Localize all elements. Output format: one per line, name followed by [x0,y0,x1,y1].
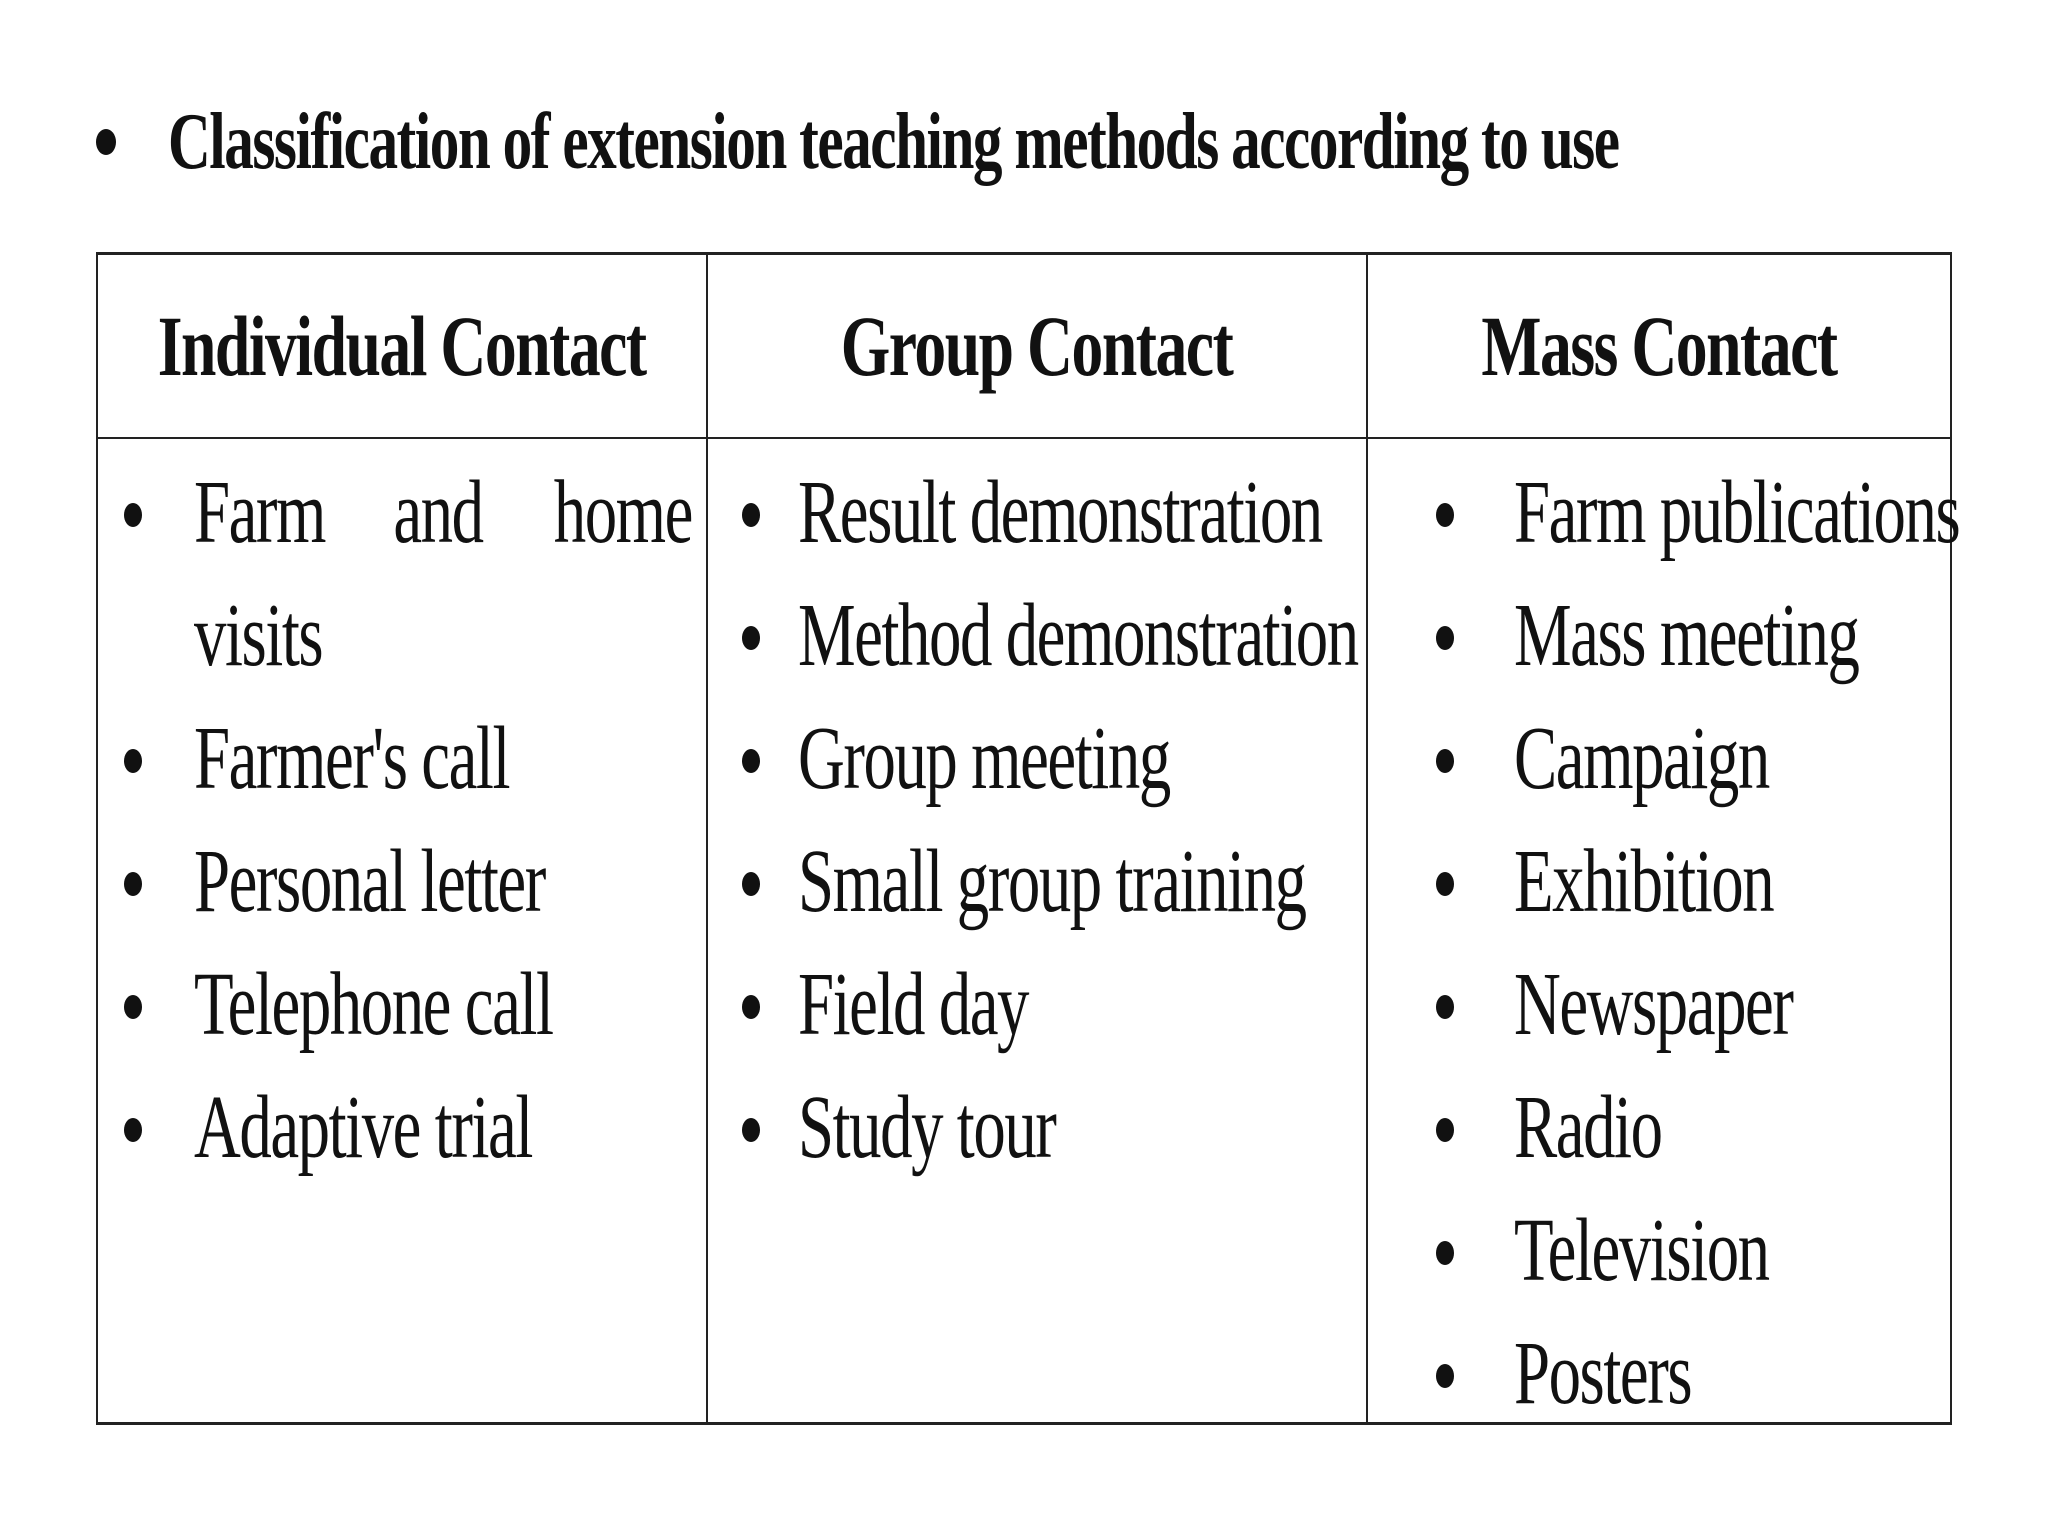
list-item [98,1066,706,1189]
list-item [98,820,706,943]
bullet-icon [1436,1118,1454,1142]
list-item [708,1066,1366,1189]
bullet-icon [1436,503,1454,527]
word: home [553,463,692,562]
list-item [708,697,1366,820]
item-text: Small group training [798,832,1306,931]
word: Farm [194,463,326,562]
item-text: Telephone call [194,955,553,1054]
list-item [708,943,1366,1066]
item-text: Exhibition [1514,832,1774,931]
item-text: Mass meeting [1514,586,1859,685]
individual-contact-cell [98,439,708,1422]
bullet-icon [1436,1241,1454,1265]
bullet-icon [742,1118,760,1142]
group-contact-cell [708,439,1368,1422]
bullet-icon [1436,1364,1454,1388]
item-text: Method demonstration [798,586,1358,685]
column-header-mass [1368,255,1950,439]
slide-title [96,82,2048,202]
word: visits [194,586,323,685]
list-item [1368,1189,1950,1312]
item-text: Field day [798,955,1029,1054]
list-item [1368,574,1950,697]
bullet-icon [742,995,760,1019]
list-item [1368,943,1950,1066]
bullet-icon [124,503,142,527]
item-text: Posters [1514,1324,1692,1423]
word: and [393,463,483,562]
item-text: Newspaper [1514,955,1793,1054]
item-text: Group meeting [798,709,1170,808]
list-item [1368,1066,1950,1189]
justified-line [194,574,684,697]
item-text: Television [1514,1201,1769,1300]
list-item [1368,820,1950,943]
item-text: Adaptive trial [194,1078,532,1177]
title-text: Classification of extension teaching methods according to use [168,97,1619,186]
list-item [98,697,706,820]
list-item [708,451,1366,574]
bullet-icon [1436,872,1454,896]
bullet-icon [1436,749,1454,773]
bullet-icon [124,1118,142,1142]
header-text: Individual Contact [158,298,646,394]
mass-contact-list [1368,451,1960,1435]
item-text: Farmer's call [194,709,510,808]
item-text: Radio [1514,1078,1662,1177]
bullet-icon [96,129,116,155]
list-item [708,574,1366,697]
bullet-icon [124,995,142,1019]
list-item [1368,697,1950,820]
justified-line [194,451,692,574]
bullet-icon [742,749,760,773]
classification-table [96,252,1960,1425]
item-text: Personal letter [194,832,545,931]
bullet-icon [1436,995,1454,1019]
bullet-icon [742,872,760,896]
list-item [1368,451,1960,574]
column-header-individual [98,255,708,439]
list-item [1368,1312,1950,1435]
column-header-group [708,255,1368,439]
group-contact-list [708,451,1366,1189]
list-item [708,820,1366,943]
item-text: Result demonstration [798,463,1322,562]
bullet-icon [742,626,760,650]
bullet-icon [124,872,142,896]
header-text: Mass Contact [1481,298,1837,394]
item-text: Campaign [1514,709,1769,808]
header-text: Group Contact [841,298,1233,394]
individual-contact-list [98,451,706,1189]
justified-text [194,451,692,697]
bullet-icon [742,503,760,527]
list-item [98,451,706,697]
list-item [98,943,706,1066]
mass-contact-cell [1368,439,1960,1423]
item-text: Farm publications [1514,463,1960,562]
bullet-icon [1436,626,1454,650]
bullet-icon [124,749,142,773]
item-text: Study tour [798,1078,1056,1177]
